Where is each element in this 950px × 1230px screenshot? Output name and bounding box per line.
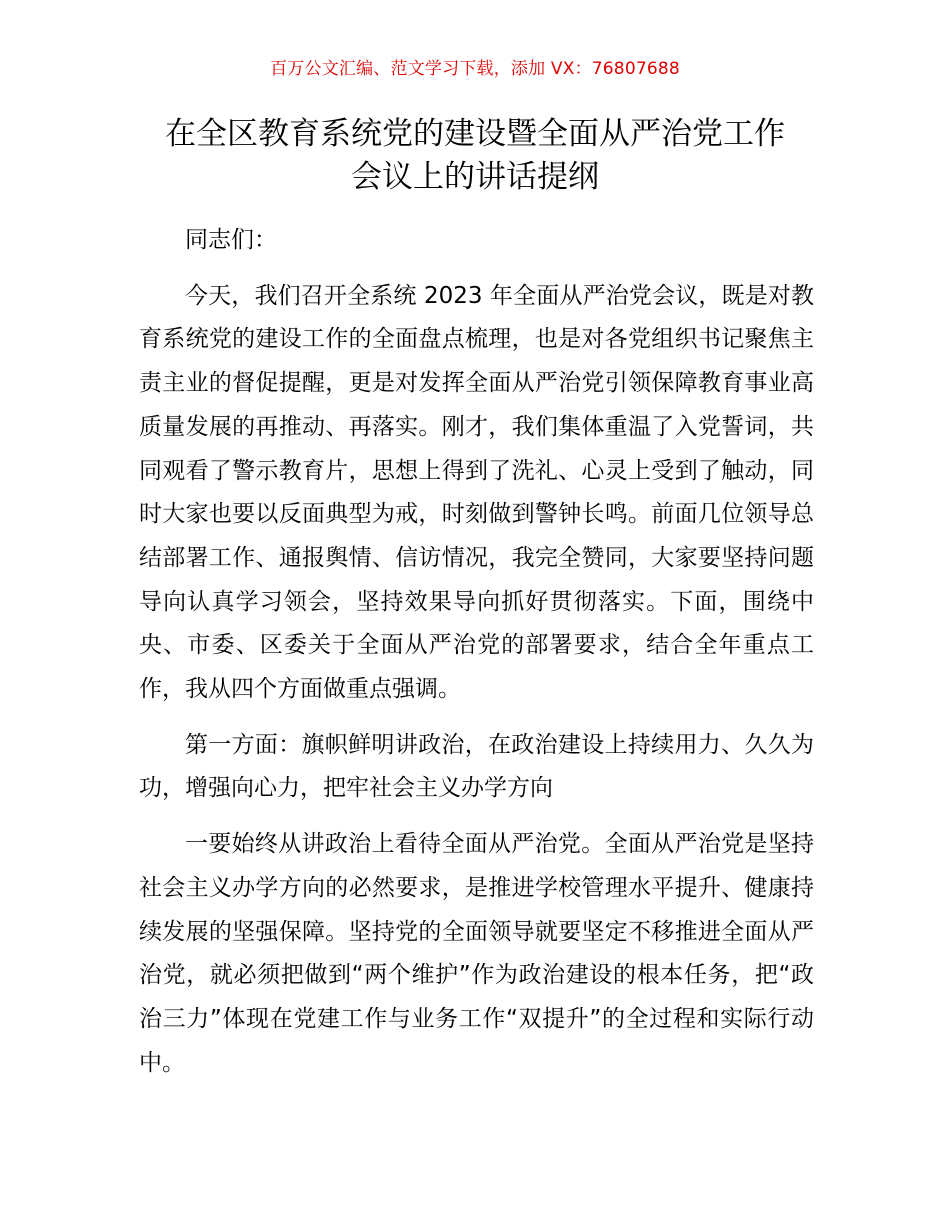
document-body (139, 219, 814, 1097)
paragraph-section-heading: 第一方面：旗帜鲜明讲政治，在政治建设上持续用力、久久为功，增强向心力，把牢社会主义办学方向 (139, 731, 814, 802)
paragraph-point-one: 一要始终从讲政治上看待全面从严治党。全面从严治党是坚持社会主义办学方向的必然要求，是推进学校管理水平提升、健康持续发展的坚强保障。坚持党的全面领导就要坚定不移推进全面从严治党，就必须把做到“两个维护”作为政治建设的根本任务，把“政治三力”体现在党建工作与业务工作“双提升”的全过程和实际行动中。 (139, 831, 814, 1076)
title-line-2: 会议上的讲话提纲 (351, 159, 599, 195)
salutation: 同志们： (185, 227, 277, 253)
header-note: 百万公文汇编、范文学习下载，添加 VX：76807688 (270, 59, 680, 79)
paragraph-intro: 今天，我们召开全系统 2023 年全面从严治党会议，既是对教育系统党的建设工作的全面盘点梳理，也是对各党组织书记聚焦主责主业的督促提醒，更是对发挥全面从严治党引领保障教育事业高质量发展的再推动、再落实。刚才，我们集体重温了入党誓词，共同观看了警示教育片，思想上得到了洗礼、心灵上受到了触动，同时大家也要以反面典型为戒，时刻做到警钟长鸣。前面几位领导总结部署工作、通报舆情、信访情况，我完全赞同，大家要坚持问题导向认真学习领会，坚持效果导向抓好贯彻落实。下面，围绕中央、市委、区委关于全面从严治党的部署要求，结合全年重点工作，我从四个方面做重点强调。 (139, 282, 814, 703)
page-title (120, 113, 830, 199)
title-line-1: 在全区教育系统党的建设暨全面从严治党工作 (165, 116, 785, 152)
